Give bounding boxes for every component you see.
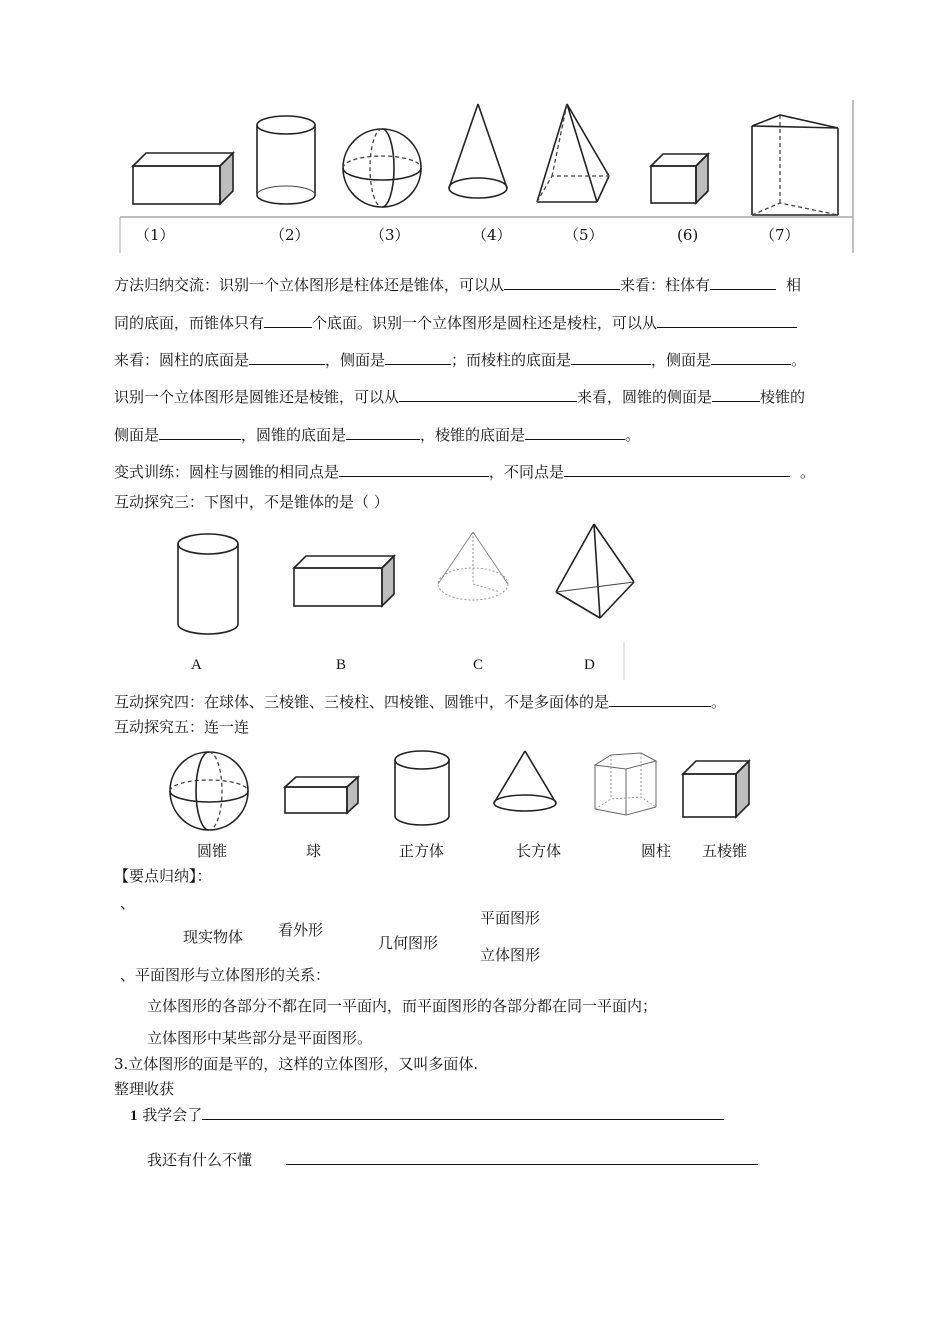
cuboid-figure [285, 777, 358, 813]
figure-label-3: （3） [370, 226, 410, 244]
cone-figure [494, 751, 556, 811]
option-b-label: B [336, 657, 347, 673]
figure-label-1: （1） [135, 226, 175, 244]
match-name-4: 长方体 [516, 842, 562, 860]
method-line-3: 来看：圆柱的底面是 ，侧面是 ；而棱柱的底面是 ，侧面是 。 [114, 351, 807, 369]
pentagonal-prism-figure [595, 753, 656, 815]
answer-blank[interactable] [657, 313, 797, 328]
cylinder-shape-2 [257, 116, 315, 204]
answer-blank[interactable] [339, 462, 489, 477]
unknown-blank[interactable] [286, 1150, 758, 1165]
answer-blank[interactable] [264, 313, 312, 328]
plane-figure-label: 平面图形 [480, 909, 541, 927]
answer-blank[interactable] [399, 387, 577, 402]
match-name-2: 球 [306, 842, 322, 860]
explore4-line: 互动探究四：在球体、三棱锥、三棱柱、四棱锥、圆锥中，不是多面体的是 。 [114, 693, 727, 711]
answer-blank[interactable] [710, 275, 776, 290]
figure-label-7: （7） [760, 226, 800, 244]
figure-label-5: （5） [564, 226, 604, 244]
pyramid-shape-5 [537, 104, 609, 202]
solids-figure-row [0, 0, 950, 260]
match-name-1: 圆锥 [197, 842, 228, 860]
answer-blank[interactable] [385, 350, 451, 365]
cube-figure [683, 761, 749, 817]
answer-blank[interactable] [159, 425, 241, 440]
unknown-line: 我还有什么不懂 [147, 1150, 758, 1170]
explore5-figures [0, 745, 950, 845]
method-line-1: 方法归纳交流：识别一个立体图形是柱体还是锥体，可以从 来看：柱体有 相 [114, 276, 802, 294]
look-shape-label: 看外形 [278, 921, 324, 939]
method-line-2: 同的底面，而锥体只有 个底面。识别一个立体图形是圆柱还是棱柱，可以从 [114, 313, 797, 333]
figure-label-4: （4） [472, 226, 512, 244]
match-name-5: 圆柱 [641, 842, 672, 860]
sphere-figure [170, 752, 248, 830]
figure-label-2: （2） [270, 226, 310, 244]
answer-blank[interactable] [712, 387, 760, 402]
cuboid-shape-1 [133, 153, 233, 204]
option-c-label: C [473, 657, 484, 673]
answer-blank[interactable] [525, 425, 625, 440]
option-d-tetrahedron [556, 524, 634, 618]
option-d-label: D [584, 657, 595, 673]
answer-blank[interactable] [711, 350, 791, 365]
learned-blank[interactable] [202, 1105, 724, 1120]
cube-shape-6 [651, 154, 708, 203]
solid-figure-label: 立体图形 [480, 946, 541, 964]
prism-shape-7 [752, 115, 838, 215]
option-c-cone [438, 532, 508, 600]
method-line-5: 侧面是 ，圆锥的底面是 ，棱锥的底面是 。 [114, 426, 641, 444]
explore3-title: 互动探究三：下图中，不是锥体的是（ ） [114, 493, 389, 511]
summary-mark: 、 [120, 894, 136, 912]
option-b-cuboid [294, 556, 394, 606]
match-name-6: 五棱锥 [702, 842, 748, 860]
sphere-shape-3 [343, 129, 421, 207]
relation-line-1: 立体图形的各部分不都在同一平面内，而平面图形的各部分都在同一平面内； [147, 997, 658, 1015]
cone-shape-4 [449, 104, 507, 198]
cylinder-figure [395, 751, 449, 825]
option-a-label: A [191, 657, 202, 673]
match-name-3: 正方体 [399, 842, 445, 860]
method-line-4: 识别一个立体图形是圆锥还是棱锥，可以从 来看，圆锥的侧面是 棱锥的 [114, 388, 806, 406]
answer-blank[interactable] [504, 275, 620, 290]
explore5-title: 互动探究五：连一连 [114, 718, 250, 736]
answer-blank[interactable] [346, 425, 420, 440]
answer-blank[interactable] [609, 692, 711, 707]
relation-title: 、平面图形与立体图形的关系： [120, 966, 331, 984]
answer-blank[interactable] [564, 462, 790, 477]
answer-blank[interactable] [249, 350, 325, 365]
variant-line: 变式训练：圆柱与圆锥的相同点是 ，不同点是 。 [114, 463, 816, 481]
relation-line-2: 立体图形中某些部分是平面图形。 [147, 1029, 373, 1047]
geometry-label: 几何图形 [378, 934, 439, 952]
polyhedron-note: 3.立体图形的面是平的，这样的立体图形，又叫多面体. [114, 1055, 479, 1073]
figure-label-6: (6) [677, 226, 699, 244]
option-a-cylinder [178, 534, 238, 634]
harvest-title: 整理收获 [114, 1080, 175, 1098]
answer-blank[interactable] [571, 350, 651, 365]
summary-title: 【要点归纳】： [114, 867, 212, 885]
real-object-label: 现实物体 [183, 928, 244, 946]
learned-line: 1 我学会了 [130, 1105, 724, 1126]
